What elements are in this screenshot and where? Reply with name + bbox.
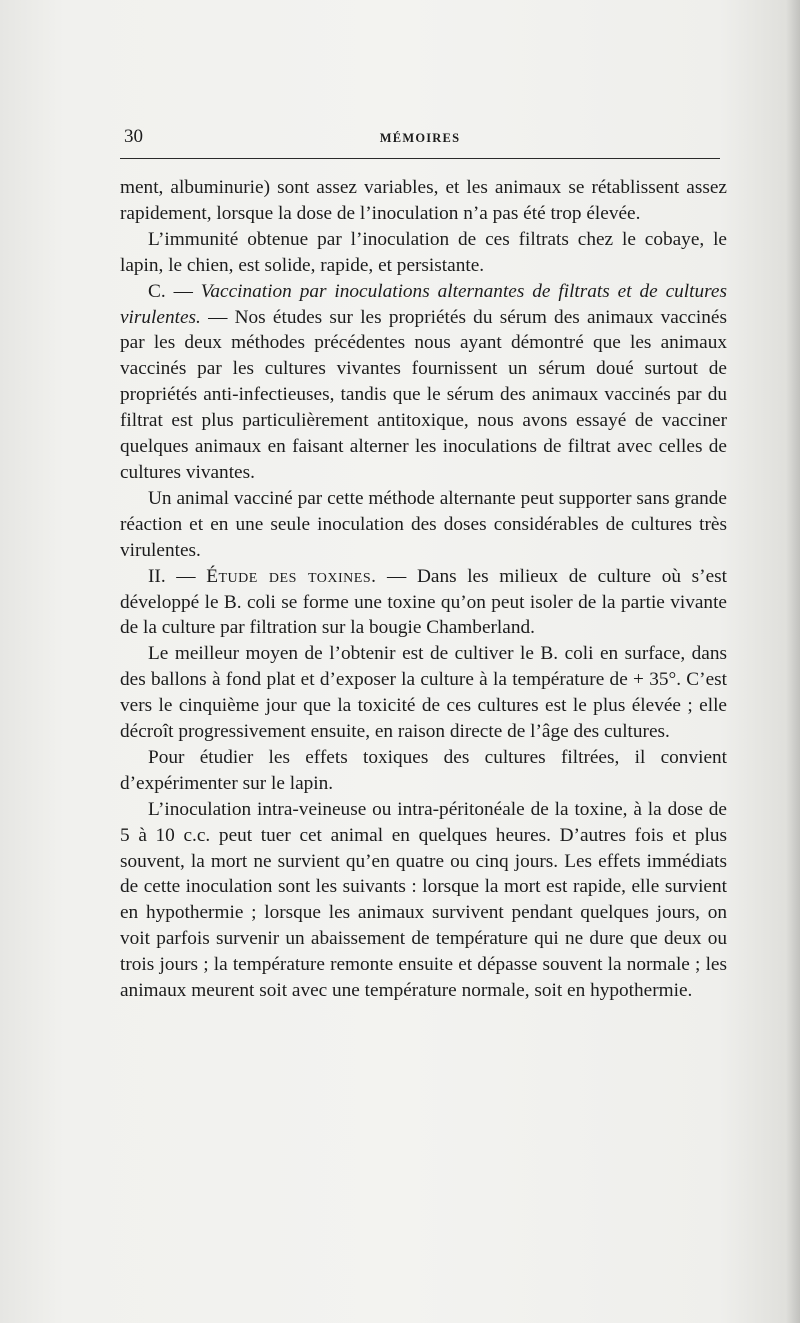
paragraph-5 bbox=[120, 564, 727, 642]
page-header bbox=[120, 126, 720, 150]
body-text bbox=[120, 175, 727, 1004]
section-label-ii: II. — bbox=[148, 565, 207, 587]
section-title-vaccination: Vaccination par inoculations alternantes de filtrats et de cultures virulentes. bbox=[120, 280, 727, 328]
paragraph-3 bbox=[120, 279, 727, 486]
page-number: 30 bbox=[124, 126, 143, 147]
paragraph-8: L’inoculation intra-veineuse ou intra-péritonéale de la toxine, à la dose de 5 à 10 c.c. peut tuer cet animal en quelques heures. D’autres fois et plus souvent, la mort ne survient qu’en quatre ou cinq jours. Les effets immédiats de cette inoculation sont les suivants : lorsque la mort est rapide, elle survient en hypothermie ; lorsque les animaux survivent pendant quelques jours, on voit parfois survenir un abaissement de température qui ne dure que deux ou trois jours ; la température remonte ensuite et dépasse souvent la normale ; les animaux meurent soit avec une température normale, soit en hypothermie. bbox=[120, 798, 727, 1002]
paragraph-7: Pour étudier les effets toxiques des cultures filtrées, il convient d’expérimenter sur le lapin. bbox=[120, 746, 727, 794]
paragraph-1: ment, albuminurie) sont assez variables, et les animaux se rétablissent assez rapidement, lorsque la dose de l’inoculation n’a pas été trop élevée. bbox=[120, 177, 727, 224]
paragraph-6: Le meilleur moyen de l’obtenir est de cultiver le B. coli en surface, dans des ballons à fond plat et d’exposer la culture à la température de + 35°. C’est vers le cinquième jour que la toxicité de ces cultures est le plus élevée ; elle décroît progressivement ensuite, en raison directe de l’âge des cultures. bbox=[120, 643, 727, 743]
section-heading-toxines: Étude des toxines. bbox=[206, 565, 377, 587]
paragraph-2: L’immunité obtenue par l’inoculation de ces filtrats chez le cobaye, le lapin, le chien, est solide, rapide, et persistante. bbox=[120, 228, 727, 276]
paragraph-4: Un animal vacciné par cette méthode alternante peut supporter sans grande réaction et en une seule inoculation des doses considérables de cultures très virulentes. bbox=[120, 487, 727, 561]
page-edge-shadow bbox=[786, 0, 800, 1323]
section-label-c: C. — bbox=[148, 280, 201, 302]
running-head: MÉMOIRES bbox=[379, 131, 461, 145]
header-rule bbox=[120, 158, 720, 159]
paragraph-3-body: — Nos études sur les propriétés du sérum des animaux vaccinés par les deux méthodes précédentes nous ayant démontré que les animaux vaccinés par les cultures vivantes fournissent un sérum doué surtout de propriétés anti-infectieuses, tandis que le sérum des animaux vaccinés par du filtrat est plus particulièrement antitoxique, nous avons essayé de vacciner quelques animaux en faisant alterner les inoculations de filtrat avec celles de cultures vivantes. bbox=[120, 306, 727, 483]
paragraph-5-body: — Dans les milieux de culture où s’est développé le B. coli se forme une toxine qu’on peut isoler de la partie vivante de la culture par filtration sur la bougie Chamberland. bbox=[120, 565, 727, 639]
